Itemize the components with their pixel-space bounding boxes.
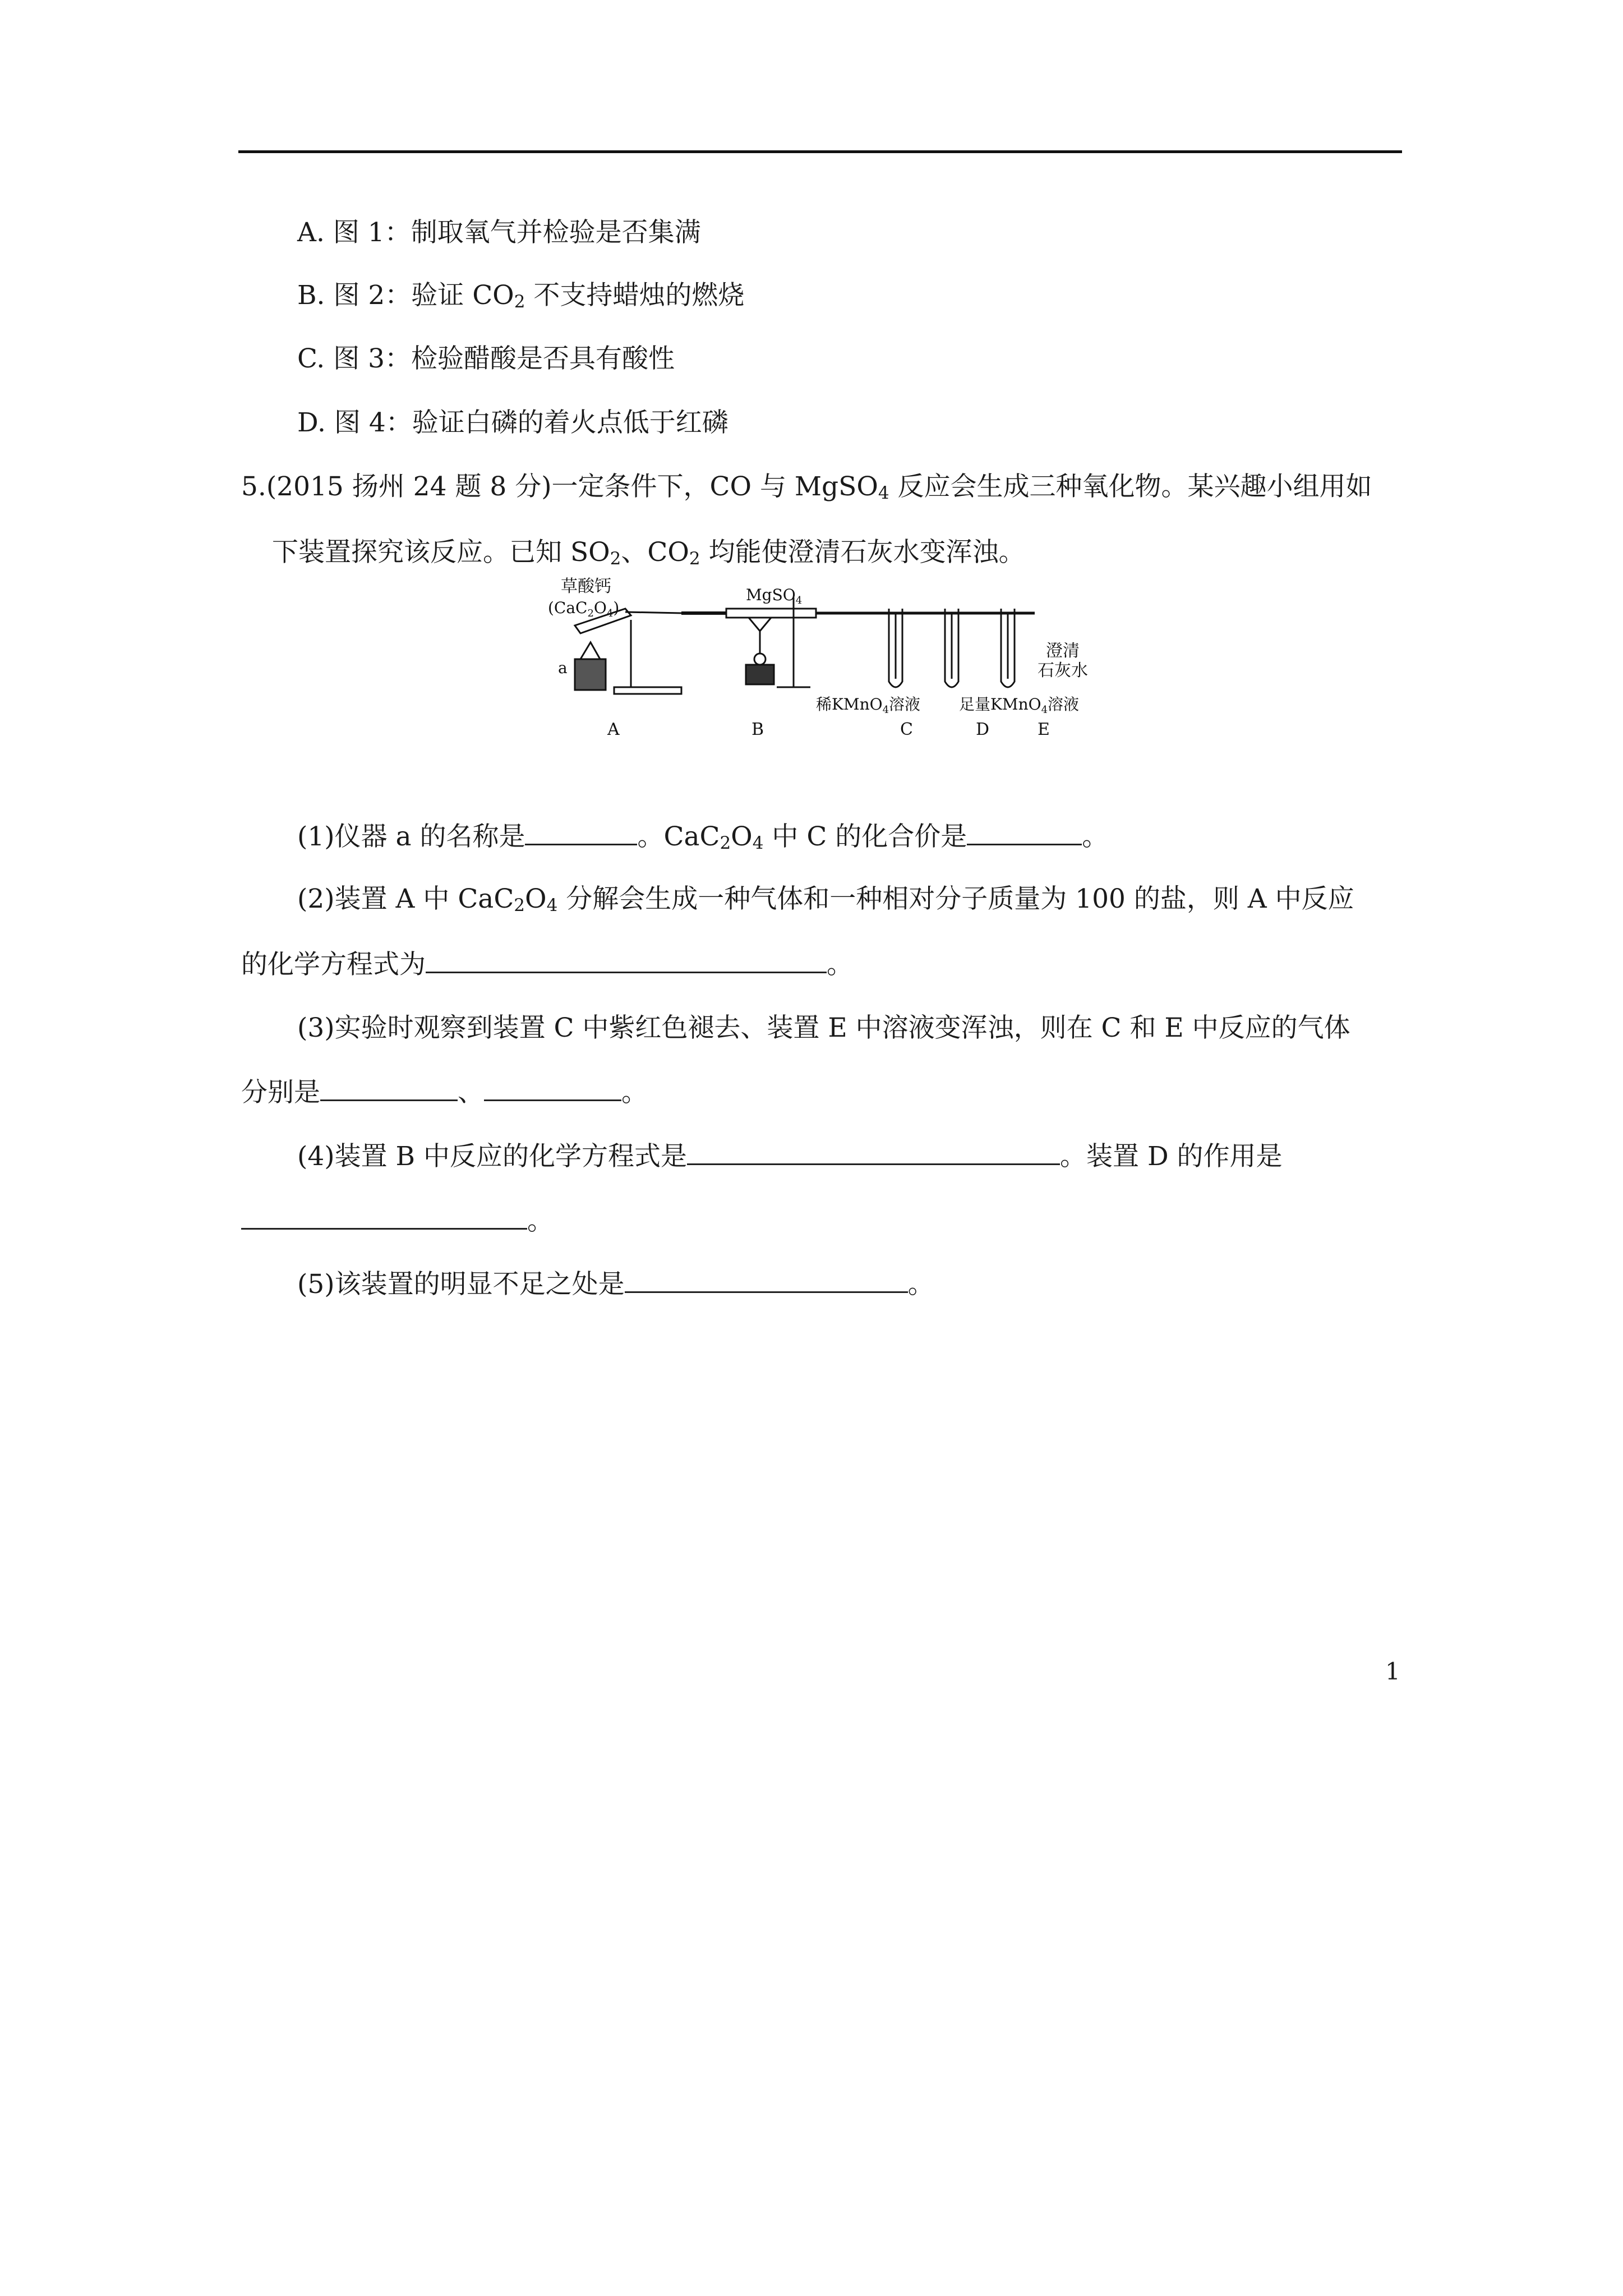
label-lime-water-1: 澄清: [1046, 641, 1080, 661]
label-d-solution: 足量KMnO$_4$溶液: [959, 695, 1080, 716]
stand-a-base: [614, 687, 681, 694]
answer-blank-5[interactable]: [625, 1267, 908, 1293]
sub-question-4-line-2: 。: [241, 1203, 554, 1238]
apparatus-diagram: [541, 575, 1122, 799]
question-5-stem-line-1: 5.(2015 扬州 24 题 8 分)一定条件下，CO 与 MgSO$_4$ 反应会生成三种氧化物。某兴趣小组用如: [241, 471, 1372, 503]
answer-blank-3b[interactable]: [484, 1075, 621, 1101]
option-d: D. 图 4：验证白磷的着火点低于红磷: [297, 407, 728, 438]
answer-blank-2[interactable]: [426, 947, 827, 973]
tube-b: [726, 609, 816, 618]
letter-c: C: [900, 720, 913, 739]
question-5-stem-line-2: 下装置探究该反应。已知 $SO_2$、$CO_2$ 均能使澄清石灰水变浑浊。: [272, 537, 1025, 569]
lamp-a: [575, 659, 606, 690]
sub-question-4-line-1: (4)装置 B 中反应的化学方程式是 。装置 D 的作用是: [297, 1139, 1283, 1174]
letter-d: D: [976, 720, 990, 739]
sub-question-3-line-1: (3)实验时观察到装置 C 中紫红色褪去、装置 E 中溶液变浑浊，则在 C 和 E 中反应的气体: [297, 1013, 1350, 1043]
label-reagent-1: 草酸钙: [561, 577, 611, 596]
letter-e: E: [1038, 720, 1050, 739]
label-c-solution: 稀KMnO$_4$溶液: [816, 695, 921, 716]
sub-question-2-line-2: 的化学方程式为 。: [241, 947, 853, 982]
answer-blank-1a[interactable]: [525, 819, 637, 845]
sub-question-1: (1)仪器 a 的名称是 。$CaC_2O_4$ 中 C 的化合价是 。: [297, 819, 1108, 854]
option-c: C. 图 3：检验醋酸是否具有酸性: [297, 343, 675, 374]
label-a: a: [558, 659, 568, 677]
option-a: A. 图 1：制取氧气并检验是否集满: [297, 217, 701, 248]
header-rule: [238, 150, 1402, 153]
lamp-b: [746, 665, 774, 684]
label-reagent-2: $(CaC_2O_4)$: [548, 599, 620, 619]
label-lime-water-2: 石灰水: [1038, 661, 1088, 680]
letter-b: B: [751, 720, 764, 739]
option-b: B. 图 2：验证 $CO_2$ 不支持蜡烛的燃烧: [297, 280, 745, 312]
answer-blank-3a[interactable]: [320, 1075, 458, 1101]
page-number: 1: [1385, 1658, 1400, 1685]
answer-blank-1b[interactable]: [967, 819, 1082, 845]
label-mgso4: MgSO$_4$: [746, 586, 803, 606]
sub-question-5: (5)该装置的明显不足之处是 。: [297, 1267, 934, 1301]
sub-question-2-line-1: (2)装置 A 中 $CaC_2O_4$ 分解会生成一种气体和一种相对分子质量为 100 的盐，则 A 中反应: [297, 884, 1354, 915]
sub-question-3-line-2: 分别是 、 。: [241, 1075, 648, 1110]
letter-a: A: [607, 720, 620, 739]
answer-blank-4a[interactable]: [687, 1139, 1060, 1165]
answer-blank-4b[interactable]: [241, 1203, 527, 1230]
